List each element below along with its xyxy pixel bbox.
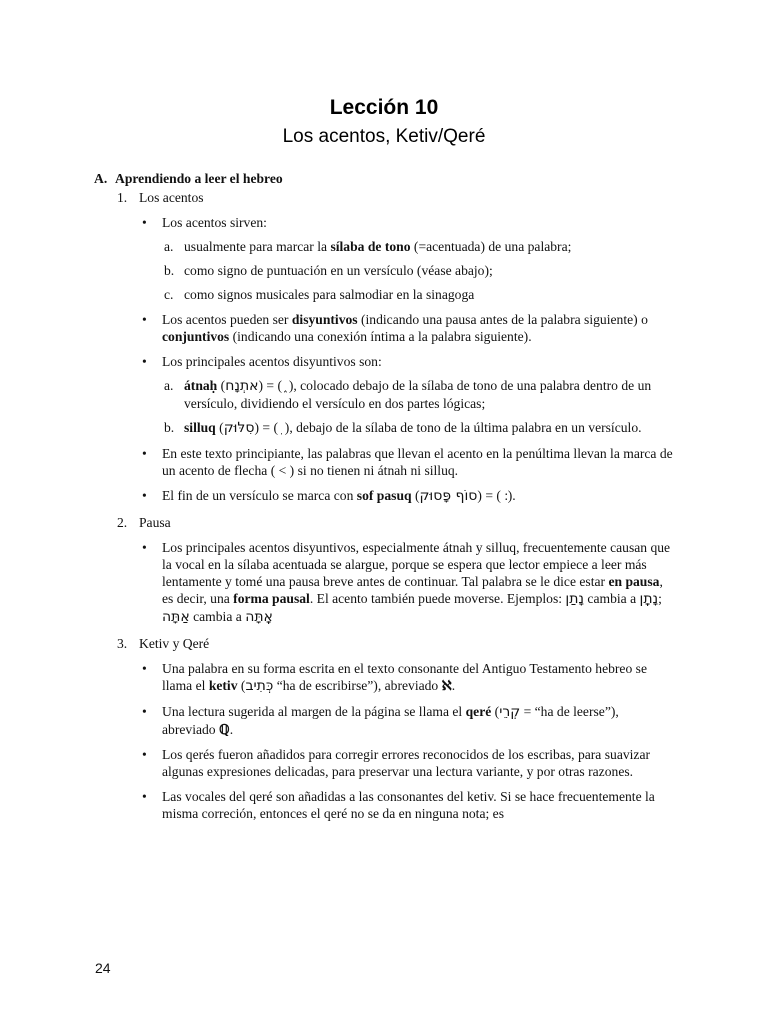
text-run: como signo de puntuación en un versículo (véase abajo); [184, 263, 493, 278]
section-title: Aprendiendo a leer el hebreo [115, 171, 283, 186]
hebrew-word: סִלּוּק [223, 420, 255, 436]
bullet-item [94, 703, 674, 738]
text-run: ) = ( ). [477, 488, 516, 503]
bullet-text: Los acentos sirven: [162, 215, 267, 230]
text-run: ( [237, 678, 246, 693]
page-subtitle: Los acentos, Ketiv/Qeré [282, 126, 486, 147]
bold-term: conjuntivos [162, 329, 230, 344]
bold-term: qeré [465, 704, 492, 719]
hebrew-word: אָֽתָּה [245, 609, 273, 625]
bold-term: sof pasuq [356, 488, 412, 503]
sub-item [94, 377, 674, 412]
bullet-item [94, 445, 674, 479]
numbered-heading-1 [117, 189, 674, 206]
bold-term: ketiv [208, 678, 238, 693]
text-run: Una lectura sugerida al margen de la página se llama el [162, 704, 466, 719]
bullet-text: Las vocales del qeré son añadidas a las consonantes del ketiv. Si se hace frecuentemente la misma correción, entonces el qeré no se da en ninguna nota; es [162, 789, 655, 821]
sub-item [94, 286, 674, 303]
text-run: cambia a [189, 609, 246, 624]
bullet-item [94, 788, 674, 822]
text-run: ) = ( ֽ ), debajo de la sílaba de tono de la última palabra en un versículo. [254, 420, 642, 435]
hebrew-word: נָתָֽן [639, 591, 659, 607]
sub-item-label: a. [164, 239, 174, 254]
text-run: . [229, 722, 234, 737]
text-run: cambia a [584, 591, 640, 606]
item-number: 3. [117, 636, 128, 651]
bullet-item [94, 353, 674, 370]
numbered-heading-3 [117, 635, 674, 652]
sub-item [94, 238, 674, 255]
text-run: ) = ( ֑ ), colocado debajo de la sílaba de tono de una palabra dentro de un versículo, dividiendo el versículo en dos partes lógicas; [184, 378, 652, 411]
sub-item-label: a. [164, 378, 174, 393]
text-run: (=acentuada) de una palabra; [410, 239, 572, 254]
sub-item [94, 419, 674, 437]
text-run: (indicando una conexión íntima a la palabra siguiente). [229, 329, 532, 344]
text-run: ( [491, 704, 500, 719]
text-run: Los principales acentos disyuntivos, especialmente átnah y silluq, frecuentemente causan que la vocal en la sílaba acentuada se alargue, porque se espera que lector empiece a leer más lentamente y tomé una pausa breve antes de continuar. Tal palabra se le dice estar [162, 540, 671, 589]
page-title: Lección 10 [329, 96, 439, 119]
sub-item-label: c. [164, 287, 174, 302]
bold-term: sílaba de tono [330, 239, 411, 254]
text-run: ( [411, 488, 420, 503]
text-run: . [451, 678, 456, 693]
text-run: Una palabra en su forma escrita en el texto consonante del Antiguo Testamento hebreo se llama el [162, 661, 647, 693]
text-run: ( [217, 378, 226, 393]
text-run: El fin de un versículo se marca con [162, 488, 357, 503]
qere-abbreviation: ℚ [219, 722, 230, 737]
item-title: Pausa [139, 515, 171, 530]
bullet-item [94, 539, 674, 626]
lesson-content [94, 170, 674, 822]
ketiv-abbreviation: ℵ [441, 678, 452, 693]
bullet-text: Los qerés fueron añadidos para corregir errores reconocidos de los escribas, para suavizar algunas expresiones delicadas, para preservar una lectura variante, y por otras razones. [162, 747, 651, 779]
bullet-item [94, 487, 674, 505]
text-run: (indicando una pausa antes de la palabra siguiente) o [357, 312, 648, 327]
text-run: , es decir, una [162, 574, 663, 606]
numbered-heading-2 [117, 514, 674, 531]
item-title: Los acentos [139, 190, 204, 205]
text-run: como signos musicales para salmodiar en la sinagoga [184, 287, 475, 302]
bold-term: átnaḥ [184, 378, 218, 393]
page-number: 24 [95, 960, 111, 976]
hebrew-word: כְּתִיב [245, 678, 274, 694]
bold-term: forma pausal [233, 591, 310, 606]
bullet-text: Los principales acentos disyuntivos son: [162, 354, 382, 369]
bold-term: disyuntivos [291, 312, 358, 327]
text-run: Los acentos pueden ser [162, 312, 292, 327]
item-title: Ketiv y Qeré [139, 636, 210, 651]
sub-item-label: b. [164, 420, 175, 435]
text-run: = “ha de leerse”), abreviado [162, 704, 619, 737]
bold-term: silluq [184, 420, 216, 435]
section-heading [94, 170, 674, 187]
bullet-item [94, 311, 674, 345]
item-number: 1. [117, 190, 128, 205]
hebrew-word: נָתַן [565, 591, 585, 607]
hebrew-word: אַתָּה [162, 609, 190, 625]
hebrew-word: קְרֵי [499, 704, 521, 720]
sub-item-label: b. [164, 263, 175, 278]
hebrew-word: אתְנָח [225, 378, 259, 394]
text-run: “ha de escribirse”), abreviado [273, 678, 442, 693]
text-run: ; [658, 591, 662, 606]
bullet-item [94, 214, 674, 231]
text-run: ( [215, 420, 224, 435]
sub-item [94, 262, 674, 279]
item-number: 2. [117, 515, 128, 530]
bullet-item [94, 660, 674, 695]
text-run: usualmente para marcar la [184, 239, 331, 254]
hebrew-word: סוֹף פָּסוּק [419, 488, 478, 504]
bullet-item [94, 746, 674, 780]
text-run: . El acento también puede moverse. Ejemplos: [309, 591, 566, 606]
section-label: A. [94, 171, 108, 186]
bold-term: en pausa [608, 574, 660, 589]
bullet-text: En este texto principiante, las palabras que llevan el acento en la penúltima llevan la marca de un acento de flecha ( < ) si no tienen ni átnah ni silluq. [162, 446, 673, 478]
